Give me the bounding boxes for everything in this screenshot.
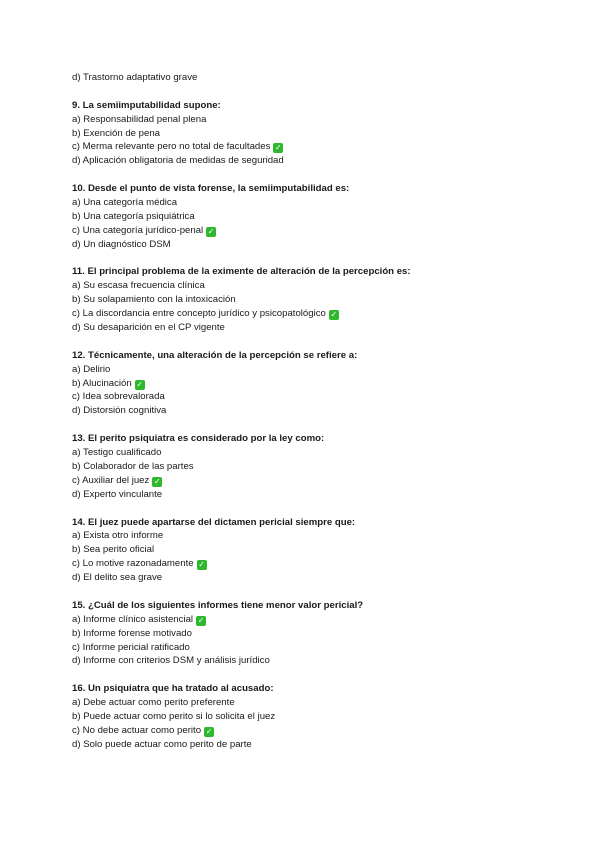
answer-option (72, 557, 542, 571)
answer-option-text: a) Delirio (72, 363, 111, 375)
answer-option (72, 140, 542, 154)
answer-option (72, 127, 542, 141)
question-title: 12. Técnicamente, una alteración de la percepción se refiere a: (72, 349, 358, 361)
answer-option-text: b) Sea perito oficial (72, 544, 155, 556)
answer-option-text: c) Auxiliar del juez (72, 474, 150, 486)
answer-option-text: a) Testigo cualificado (72, 447, 162, 459)
question-title: 16. Un psiquiatra que ha tratado al acusado: (72, 683, 274, 695)
document-page (72, 71, 542, 766)
check-mark-icon: ✓ (136, 379, 144, 389)
check-mark-icon: ✓ (153, 476, 161, 486)
answer-option-text: c) Lo motive razonadamente (72, 558, 194, 570)
answer-option-text: d) Solo puede actuar como perito de parte (72, 738, 252, 750)
question-block (72, 432, 542, 501)
answer-option-text: c) Informe pericial ratificado (72, 641, 190, 653)
answer-option-text: a) Exista otro informe (72, 530, 164, 542)
question-title: 15. ¿Cuál de los siguientes informes tiene menor valor pericial? (72, 599, 364, 611)
answer-option-text: c) Idea sobrevalorada (72, 391, 165, 403)
check-mark-icon: ✓ (197, 615, 205, 625)
answer-option-text: d) Aplicación obligatoria de medidas de seguridad (72, 155, 284, 167)
answer-option (72, 404, 542, 418)
question-block (72, 99, 542, 168)
answer-option (72, 321, 542, 335)
answer-option (72, 363, 542, 377)
answer-option-text: b) Su solapamiento con la intoxicación (72, 294, 236, 306)
answer-option (72, 696, 542, 710)
answer-option-text: c) La discordancia entre concepto jurídico y psicopatológico (72, 308, 326, 320)
answer-option (72, 627, 542, 641)
answer-option-text: d) Distorsión cognitiva (72, 405, 167, 417)
check-mark-icon: ✓ (275, 143, 282, 153)
answer-option (72, 238, 542, 252)
answer-option (72, 210, 542, 224)
question-block (72, 182, 542, 251)
question-block (72, 349, 542, 418)
check-mark-icon: ✓ (330, 310, 338, 320)
answer-option (72, 654, 542, 668)
answer-option-text: c) No debe actuar como perito (72, 724, 202, 736)
answer-option-text: a) Informe clínico asistencial (72, 613, 194, 625)
check-mark-icon: ✓ (198, 560, 205, 570)
answer-option (72, 571, 542, 585)
answer-option-text: a) Responsabilidad penal plena (72, 113, 207, 125)
answer-option-text: b) Puede actuar como perito si lo solicita el juez (72, 710, 276, 722)
answer-option-text: b) Informe forense motivado (72, 627, 192, 639)
answer-option (72, 529, 542, 543)
answer-option (72, 738, 542, 752)
question-block (72, 682, 542, 751)
question-block (72, 516, 542, 585)
answer-option (72, 710, 542, 724)
intro-line: d) Trastorno adaptativo grave (72, 72, 198, 83)
answer-option (72, 641, 542, 655)
answer-option (72, 293, 542, 307)
check-mark-icon: ✓ (205, 726, 213, 736)
question-block (72, 599, 542, 668)
answer-option (72, 377, 542, 391)
question-title: 13. El perito psiquiatra es considerado por la ley como: (72, 433, 325, 445)
answer-option-text: b) Alucinación (72, 377, 132, 389)
answer-option (72, 307, 542, 321)
answer-option (72, 446, 542, 460)
answer-option (72, 613, 542, 627)
question-title: 11. El principal problema de la eximente de alteración de la percepción es: (72, 266, 411, 278)
answer-option (72, 474, 542, 488)
answer-option-text: c) Merma relevante pero no total de facultades (72, 141, 271, 153)
answer-option-text: b) Exención de pena (72, 127, 161, 139)
answer-option (72, 390, 542, 404)
answer-option (72, 279, 542, 293)
answer-option-text: b) Colaborador de las partes (72, 460, 194, 472)
question-title: 9. La semiimputabilidad supone: (72, 99, 221, 111)
answer-option-text: a) Una categoría médica (72, 197, 178, 209)
answer-option (72, 488, 542, 502)
answer-option (72, 113, 542, 127)
answer-option (72, 460, 542, 474)
answer-option-text: d) Experto vinculante (72, 488, 163, 500)
question-title: 10. Desde el punto de vista forense, la semiimputabilidad es: (72, 183, 350, 195)
answer-option (72, 224, 542, 238)
answer-option (72, 154, 542, 168)
answer-option (72, 543, 542, 557)
answer-option-text: b) Una categoría psiquiátrica (72, 210, 195, 222)
answer-option-text: d) Informe con criterios DSM y análisis jurídico (72, 655, 270, 667)
answer-option-text: d) El delito sea grave (72, 572, 163, 584)
question-block (72, 265, 542, 334)
answer-option-text: a) Su escasa frecuencia clínica (72, 280, 205, 292)
question-list (72, 99, 542, 752)
answer-option (72, 724, 542, 738)
answer-option-text: a) Debe actuar como perito preferente (72, 697, 235, 709)
answer-option-text: d) Un diagnóstico DSM (72, 238, 171, 250)
check-mark-icon: ✓ (207, 226, 215, 236)
question-title: 14. El juez puede apartarse del dictamen pericial siempre que: (72, 516, 356, 528)
answer-option (72, 196, 542, 210)
answer-option-text: d) Su desaparición en el CP vigente (72, 322, 225, 334)
answer-option-text: c) Una categoría jurídico-penal (72, 224, 204, 236)
